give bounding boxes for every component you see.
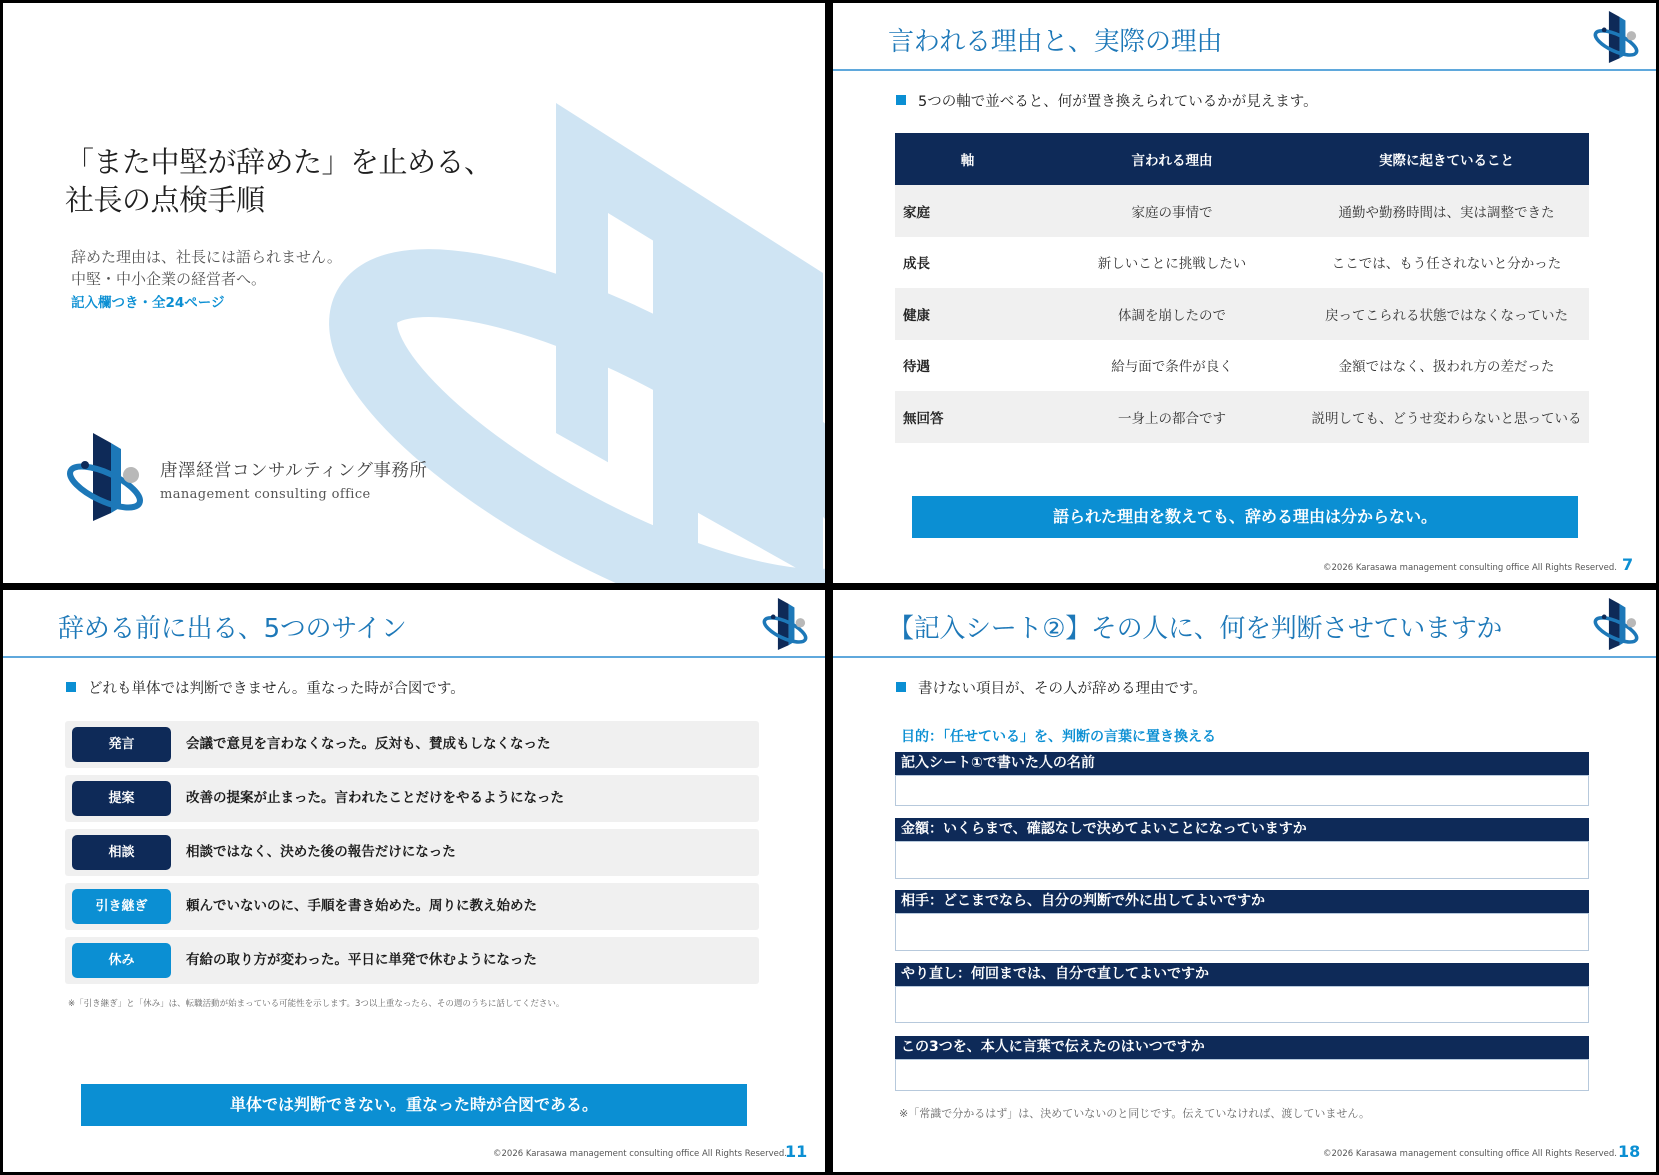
cover-subtitle-line1: 辞めた理由は、社長には語られません。 bbox=[71, 248, 342, 266]
table-row bbox=[895, 237, 1589, 289]
sign-item bbox=[65, 775, 759, 822]
company-logo-icon bbox=[760, 598, 810, 650]
sign-item bbox=[65, 937, 759, 984]
header-divider bbox=[833, 69, 1656, 71]
bullet-square-icon bbox=[896, 95, 906, 105]
sheet-field-input[interactable] bbox=[895, 913, 1589, 951]
table-row bbox=[895, 185, 1589, 237]
sheet-field-label: 金額：いくらまで、確認なしで決めてよいことになっていますか bbox=[895, 818, 1589, 841]
copyright: ©2026 Karasawa management consulting office All Rights Reserved. bbox=[1323, 1149, 1617, 1159]
header-divider bbox=[833, 656, 1656, 658]
company-logo-icon bbox=[63, 433, 147, 521]
lead-text: 書けない項目が、その人が辞める理由です。 bbox=[918, 681, 1207, 697]
copyright: ©2026 Karasawa management consulting office All Rights Reserved. bbox=[493, 1149, 787, 1159]
lead-text: どれも単体では判断できません。重なった時が合図です。 bbox=[88, 681, 465, 697]
copyright: ©2026 Karasawa management consulting office All Rights Reserved. bbox=[1323, 563, 1617, 573]
sign-item bbox=[65, 883, 759, 930]
table-cell: 新しいことに挑戦したい bbox=[1097, 256, 1247, 273]
table-cell: 金額ではなく、扱われ方の差だった bbox=[1338, 359, 1555, 376]
sheet-field-label: 相手：どこまでなら、自分の判断で外に出してよいですか bbox=[895, 890, 1589, 913]
sheet-field-label: この3つを、本人に言葉で伝えたのはいつですか bbox=[895, 1036, 1589, 1059]
lead-bullet bbox=[896, 90, 1318, 111]
header-divider bbox=[3, 656, 825, 658]
table-cell: 給与面で条件が良く bbox=[1111, 359, 1233, 376]
slide-cover bbox=[3, 3, 825, 583]
sheet-field-input[interactable] bbox=[895, 841, 1589, 879]
cover-title bbox=[65, 143, 493, 219]
cover-accent-text: 記入欄つき・全24ページ bbox=[71, 295, 225, 311]
table-row bbox=[895, 288, 1589, 340]
cover-title-line2: 社長の点検手順 bbox=[65, 183, 265, 217]
conclusion-banner: 単体では判断できない。重なった時が合図である。 bbox=[81, 1084, 747, 1126]
slide-18 bbox=[833, 590, 1656, 1172]
table-cell: 体調を崩したので bbox=[1040, 288, 1304, 340]
sign-tag: 提案 bbox=[72, 781, 171, 816]
lead-bullet bbox=[66, 677, 465, 698]
slide-header bbox=[833, 590, 1656, 656]
table-cell: 一身上の都合です bbox=[1040, 391, 1304, 443]
table-cell-axis: 待遇 bbox=[903, 359, 930, 376]
company-name-en: management consulting office bbox=[160, 487, 371, 502]
table-cell-axis: 無回答 bbox=[895, 391, 1040, 443]
bullet-square-icon bbox=[896, 682, 906, 692]
slide-title: 辞める前に出る、5つのサイン bbox=[58, 614, 407, 644]
table-cell-axis: 家庭 bbox=[895, 185, 1040, 237]
sign-text: 有給の取り方が変わった。平日に単発で休むようになった bbox=[186, 952, 537, 968]
sheet-field-input[interactable] bbox=[895, 775, 1589, 806]
sign-item bbox=[65, 721, 759, 768]
slide-header bbox=[833, 3, 1656, 69]
sign-text: 相談ではなく、決めた後の報告だけになった bbox=[186, 844, 456, 860]
page-number: 18 bbox=[1618, 1142, 1641, 1161]
table-row bbox=[895, 391, 1589, 443]
sheet-field-input[interactable] bbox=[895, 1059, 1589, 1091]
sign-tag: 引き継ぎ bbox=[72, 889, 171, 924]
conclusion-banner: 語られた理由を数えても、辞める理由は分からない。 bbox=[912, 496, 1578, 538]
table-header-cell: 言われる理由 bbox=[1040, 133, 1304, 185]
slide-title: 【記入シート②】その人に、何を判断させていますか bbox=[888, 614, 1503, 644]
company-logo-icon bbox=[1591, 598, 1641, 650]
table-cell-axis: 健康 bbox=[895, 288, 1040, 340]
bullet-square-icon bbox=[66, 682, 76, 692]
table-cell: 説明しても、どうせ変わらないと思っている bbox=[1304, 391, 1589, 443]
sign-text: 頼んでいないのに、手順を書き始めた。周りに教え始めた bbox=[186, 898, 537, 914]
cover-subtitle bbox=[71, 246, 342, 290]
sign-text: 改善の提案が止まった。言われたことだけをやるようになった bbox=[186, 790, 564, 806]
slide-11 bbox=[3, 590, 825, 1172]
slide-header bbox=[3, 590, 825, 656]
sign-item bbox=[65, 829, 759, 876]
slide-7 bbox=[833, 3, 1656, 583]
sign-text: 会議で意見を言わなくなった。反対も、賛成もしなくなった bbox=[186, 736, 551, 752]
cover-title-line1: 「また中堅が辞めた」を止める、 bbox=[65, 145, 493, 179]
sign-tag: 休み bbox=[72, 943, 171, 978]
slide-title: 言われる理由と、実際の理由 bbox=[888, 27, 1223, 57]
page-number: 7 bbox=[1622, 555, 1634, 574]
table-cell: ここでは、もう任されないと分かった bbox=[1331, 256, 1562, 273]
sheet-goal: 目的：「任せている」を、判断の言葉に置き換える bbox=[901, 729, 1216, 745]
table-header-cell: 軸 bbox=[895, 133, 1040, 185]
company-name: 唐澤経営コンサルティング事務所 bbox=[160, 461, 428, 481]
sheet-field-label: やり直し：何回までは、自分で直してよいですか bbox=[895, 963, 1589, 986]
table-cell: 通勤や勤務時間は、実は調整できた bbox=[1304, 185, 1589, 237]
table-row bbox=[895, 340, 1589, 392]
sign-tag: 相談 bbox=[72, 835, 171, 870]
footnote: ※「常識で分かるはず」は、決めていないのと同じです。伝えていなければ、渡していません。 bbox=[899, 1107, 1370, 1120]
cover-subtitle-line2: 中堅・中小企業の経営者へ。 bbox=[71, 270, 267, 288]
company-logo-icon bbox=[1591, 11, 1641, 63]
page-number: 11 bbox=[785, 1142, 808, 1161]
lead-text: 5つの軸で並べると、何が置き換えられているかが見えます。 bbox=[918, 94, 1318, 110]
sheet-field-input[interactable] bbox=[895, 986, 1589, 1023]
sign-tag: 発言 bbox=[72, 727, 171, 762]
table-header-row bbox=[895, 133, 1589, 185]
lead-bullet bbox=[896, 677, 1207, 698]
table-cell-axis: 成長 bbox=[903, 256, 930, 273]
table-cell: 戻ってこられる状態ではなくなっていた bbox=[1304, 288, 1589, 340]
sheet-field-label: 記入シート①で書いた人の名前 bbox=[895, 752, 1589, 775]
table-header-cell: 実際に起きていること bbox=[1304, 133, 1589, 185]
footnote: ※「引き継ぎ」と「休み」は、転職活動が始まっている可能性を示します。3つ以上重なったら、その週のうちに話してください。 bbox=[68, 999, 565, 1009]
table-cell: 家庭の事情で bbox=[1040, 185, 1304, 237]
reasons-table bbox=[895, 133, 1589, 443]
